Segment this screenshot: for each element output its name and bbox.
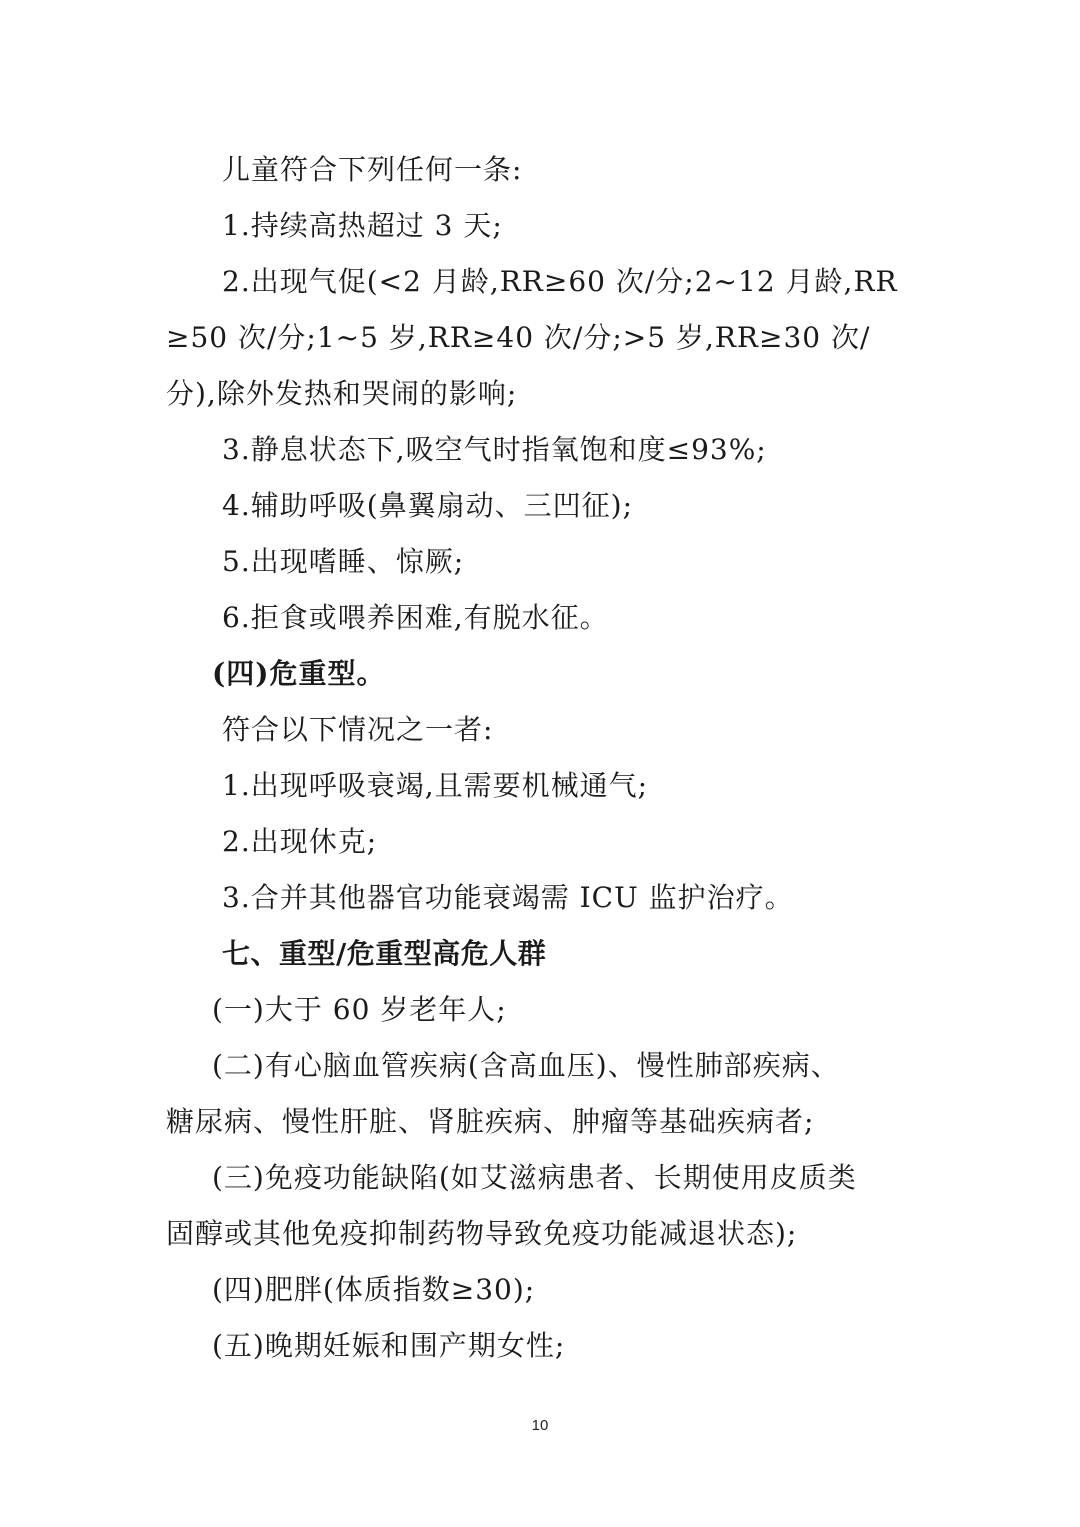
list-item-obesity: (四)肥胖(体质指数≥30); <box>212 1273 536 1306</box>
paragraph-critical-criteria-intro: 符合以下情况之一者: <box>222 713 494 746</box>
list-item-fever: 1.持续高热超过 3 天; <box>222 209 503 242</box>
list-item-shock: 2.出现休克; <box>222 825 378 858</box>
paragraph-children-criteria-intro: 儿童符合下列任何一条: <box>222 153 523 186</box>
section-heading-high-risk-groups: 七、重型/危重型高危人群 <box>222 937 547 970</box>
list-item-oxygen-saturation: 3.静息状态下,吸空气时指氧饱和度≤93%; <box>222 433 767 466</box>
list-item-feeding-difficulty: 6.拒食或喂养困难,有脱水征。 <box>222 601 609 634</box>
list-item-assisted-breathing: 4.辅助呼吸(鼻翼扇动、三凹征); <box>222 489 633 522</box>
list-item-respiratory-failure: 1.出现呼吸衰竭,且需要机械通气; <box>222 769 649 802</box>
list-item-lethargy: 5.出现嗜睡、惊厥; <box>222 545 465 578</box>
list-item-tachypnea: 2.出现气促(<2 月龄,RR≥60 次/分;2~12 月龄,RR <box>222 265 898 298</box>
subsection-critical-type: (四)危重型。 <box>212 657 386 690</box>
list-item-organ-failure: 3.合并其他器官功能衰竭需 ICU 监护治疗。 <box>222 881 794 914</box>
list-item-chronic-disease-cont: 糖尿病、慢性肝脏、肾脏疾病、肿瘤等基础疾病者; <box>166 1105 815 1138</box>
list-item-pregnancy: (五)晚期妊娠和围产期女性; <box>212 1329 566 1362</box>
list-item-immunodeficiency: (三)免疫功能缺陷(如艾滋病患者、长期使用皮质类 <box>212 1161 857 1194</box>
list-item-tachypnea-cont-2: 分),除外发热和哭闹的影响; <box>166 377 518 410</box>
list-item-chronic-disease: (二)有心脑血管疾病(含高血压)、慢性肺部疾病、 <box>212 1049 840 1082</box>
list-item-elderly: (一)大于 60 岁老年人; <box>212 993 507 1026</box>
page-number: 10 <box>531 1417 549 1434</box>
list-item-immunodeficiency-cont: 固醇或其他免疫抑制药物导致免疫功能减退状态); <box>166 1217 798 1250</box>
list-item-tachypnea-cont-1: ≥50 次/分;1~5 岁,RR≥40 次/分;>5 岁,RR≥30 次/ <box>166 321 871 354</box>
